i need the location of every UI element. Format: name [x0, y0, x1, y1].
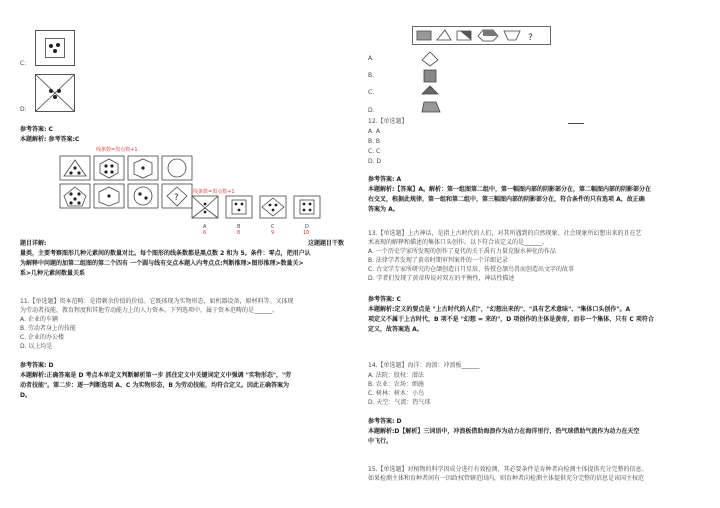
q12-blank-line	[568, 123, 584, 124]
explain-title: 题目详解:	[20, 240, 47, 247]
option-c-label: C:	[20, 60, 27, 67]
q13-line: 术表现的解释和描述的集体口头创作。以下符合该定义的是______。	[368, 239, 549, 246]
explain-line: 量类，主要考察图形几种元素间的数量对比。每个图形的线条数都是黑点数 2 和为 5。条件：零点，把用户认	[20, 250, 311, 257]
svg-text:?: ?	[174, 193, 179, 203]
q12-option-label: B.	[368, 72, 375, 79]
q12-option-label: C.	[368, 89, 375, 96]
q11-line: 11.【单选题】资本范畴：是指剩余价值的价值。它既体现为实物形态，如机器设备，原材料等。又体现	[20, 298, 294, 305]
q15-line: 如果检测主体和育种者间有一因政权管辖范围内，则育种者向检测主体提供充分完整的信息是该国主权范	[368, 475, 645, 482]
q15-line: 15.【单选题】对植物的科学因成分进行有效检测，其必要条件是育种者向检测主体提供充分完整的信息。	[368, 466, 648, 473]
inner-square	[45, 38, 65, 58]
q14-title: 14.【单选题】海洋：海浪：冲浪板______	[368, 362, 480, 369]
q14-option: D. 天空：气流：热气球	[368, 399, 431, 406]
explain-tail: 这题题目干数	[308, 240, 345, 247]
q12-answer: 参考答案: A	[368, 176, 402, 183]
choice-number: 10	[303, 230, 310, 236]
option-d-figure	[35, 74, 75, 112]
q11-explain: 动者技能"。第二步：逐一判断选项 A、C 为实物形态，B 为劳动技能，均符合定义。因此正确答案为	[20, 382, 290, 389]
q13-option: D. 学者们发现了黄帝传说对双方的平衡性，神话性描述	[368, 275, 515, 282]
q11-line: 为劳动者技能，教育程度和其他劳动能力上的人力资本。下列选项中，属于资本范畴的是______。	[20, 307, 279, 314]
q14-answer: 参考答案: D	[368, 418, 402, 425]
figure-top-label: 线条数=黑点数+1	[96, 147, 138, 153]
q12-choice: B. B	[368, 138, 381, 145]
choice-number: 8	[237, 230, 241, 236]
q11-option: B. 劳动者身上的技能	[20, 325, 76, 332]
q12-explain: 答案为 A。	[368, 206, 399, 213]
q13-option: C. 古文学专家所研究的仓颉创造日月星辰、传授仓颉鸟兽而创造出文字的故事	[368, 266, 575, 273]
dot	[56, 43, 60, 47]
choice-letter: D	[305, 224, 309, 230]
q12-choice: C. C	[368, 148, 381, 155]
figure-bottom-label: 线条数=黑点数+1	[193, 189, 235, 195]
q14-option: A. 法院：股权：潜法	[368, 372, 424, 379]
q11-option: D. 以上均是	[20, 343, 53, 350]
sequence-figure	[412, 26, 552, 46]
q12-option-shapes	[420, 50, 450, 122]
q11-explain: D。	[20, 392, 31, 399]
q13-line: 13.【单选题】上古神话，是指上古时代的人们，对其所遇到的自然现象、社会现象所幻想出来的且在艺	[368, 230, 642, 237]
choice-letter: A	[203, 224, 207, 230]
q12-choice: A. A	[368, 128, 380, 135]
q14-option: B. 农业：农场：细施	[368, 381, 424, 388]
q13-option: B. 法律学者发现了黄帝时期审判案件的一个详细记录	[368, 257, 508, 264]
explain-line: 为解释中问题的加第二组图的第二个四有 一个圆与线有交点本题入内考点点:判断推理>图形推理>数量关>	[20, 260, 304, 267]
q13-option: A. 一个历史学家所发现的创作了夏代的关于禹有力量克服水神化的作品	[368, 248, 556, 255]
option-c-figure	[35, 30, 75, 66]
q13-answer: 参考答案: C	[368, 296, 401, 303]
q12-option-label: A.	[368, 55, 374, 62]
q13-explain: 本题解析:定义的要点是 "上古时代的人们"，"幻想出来的"、"具有艺术意味"、"集体口头创作"。A	[368, 306, 631, 313]
dot	[49, 44, 53, 48]
dot	[57, 89, 61, 93]
q14-option: C. 树林：树木：小鸟	[368, 390, 425, 397]
explain-line: 系>几种元素间数量关系	[20, 270, 86, 277]
q11-option: A. 企业的车辆	[20, 316, 58, 323]
answer-line: 参考答案: C	[20, 126, 53, 133]
q12-option-label: D.	[368, 107, 375, 114]
x-cross-lines	[36, 75, 74, 111]
choice-letter: B	[237, 224, 241, 230]
q14-explain: 中飞行。	[368, 438, 393, 445]
choice-letter: C	[271, 224, 275, 230]
option-d-label: D:	[20, 106, 27, 113]
q12-explain: 右交叉，根据此规律，第一组和第二组中，第三幅图内部的阴影部分在，符合条件的只有选项 A，故正确	[368, 196, 645, 203]
q11-answer: 参考答案: D	[20, 362, 54, 369]
analysis-title: 本题解析: 参考答案:C	[20, 136, 80, 143]
svg-text:?: ?	[528, 33, 533, 43]
q12-choice: D. D	[368, 158, 382, 165]
q13-explain: 定义，故答案选 A。	[368, 326, 423, 333]
choice-number: 6	[203, 230, 207, 236]
choices-figure	[190, 194, 322, 222]
q13-explain: 项定义不属于上古时代，B 项不是 "幻想 = 来的"，D 项创作的主体是黄帝，而非一个集体，只有 C 项符合	[368, 316, 654, 323]
choice-number: 9	[271, 230, 275, 236]
dot	[53, 49, 57, 53]
q11-explain: 本题解析:正确答案是 D 考点本单定义判断解析第一步 抓住定义中关键词定义中强调 "实物形态"，"劳	[20, 372, 292, 379]
dot	[53, 95, 57, 99]
q12-explain: 本题解析:【答案】A。解析：第一组图第二组中，第一幅图内部的阴影部分在，第二幅图内部的阴影部分在	[368, 186, 652, 193]
dot	[49, 89, 53, 93]
q14-explain: 本题解析:D【解析】三词语中，冲浪板借助海浪作为动力在海洋里行，热气球借助气流作为动力在天空	[368, 428, 640, 435]
q12-title: 12.【单选题】	[368, 118, 408, 125]
q11-option: C. 企业的办公楼	[20, 334, 65, 341]
pattern-grid-figure	[58, 154, 203, 234]
